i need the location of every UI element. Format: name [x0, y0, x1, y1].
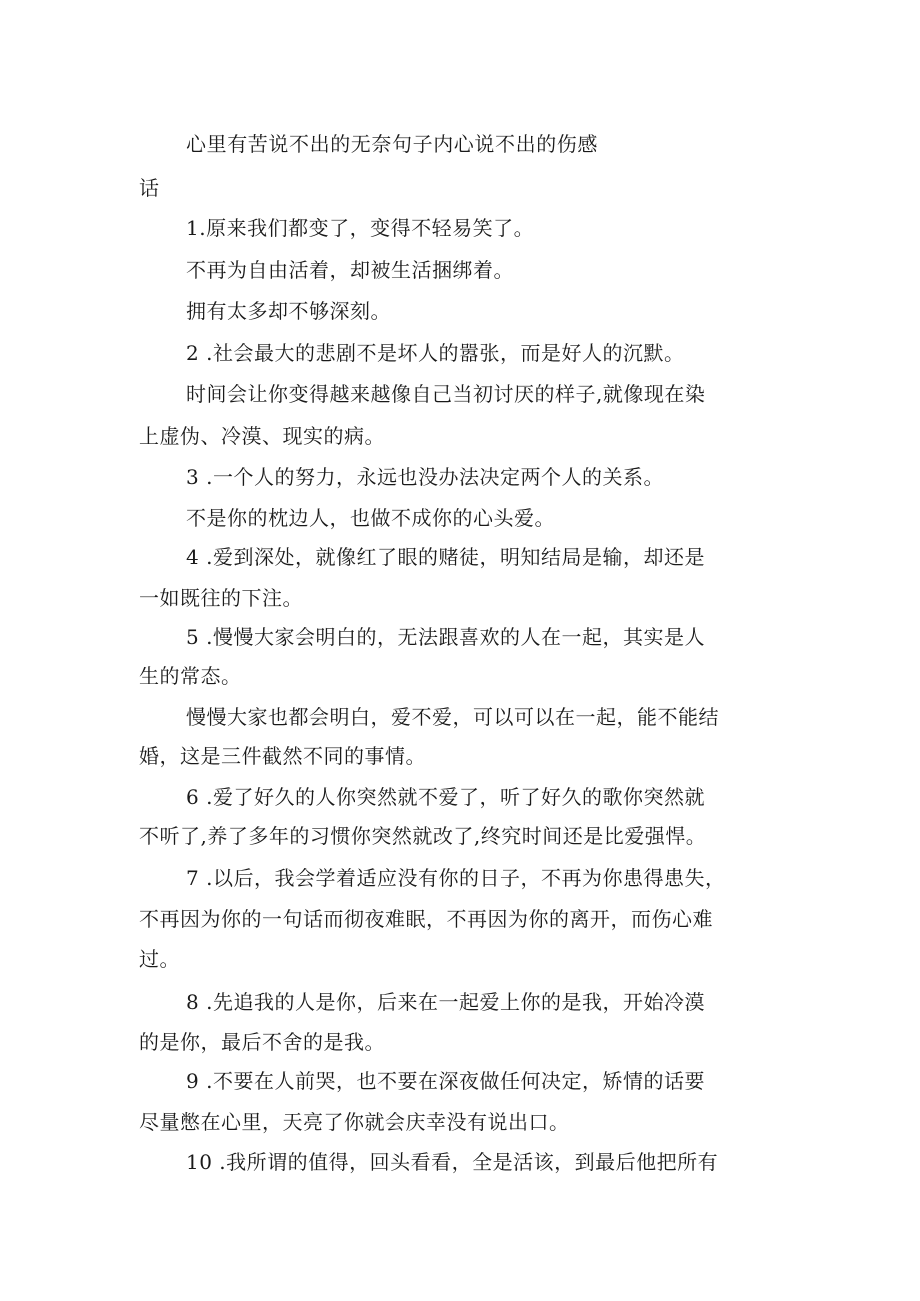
paragraph-line: 9 .不要在人前哭，也不要在深夜做任何决定，矫情的话要 [186, 1069, 705, 1093]
paragraph-line: 一如既往的下注。 [139, 586, 303, 610]
paragraph-line: 2 .社会最大的悲剧不是坏人的嚣张，而是好人的沉默。 [186, 341, 685, 365]
paragraph-line: 不再因为你的一句话而彻夜难眠，不再因为你的离开，而伤心难 [139, 907, 713, 931]
paragraph-line: 8 .先追我的人是你，后来在一起爱上你的是我，开始冷漠 [186, 990, 705, 1014]
paragraph-line: 6 .爱了好久的人你突然就不爱了，听了好久的歌你突然就 [186, 785, 705, 809]
paragraph-line: 不听了,养了多年的习惯你突然就改了,终究时间还是比爱强悍。 [139, 824, 707, 848]
paragraph-line: 10 .我所谓的值得，回头看看，全是活该，到最后他把所有 [186, 1150, 719, 1174]
paragraph-line: 上虚伪、冷漠、现实的病。 [139, 424, 385, 448]
paragraph-line: 5 .慢慢大家会明白的，无法跟喜欢的人在一起，其实是人 [186, 625, 705, 649]
paragraph-line: 不是你的枕边人，也做不成你的心头爱。 [186, 506, 555, 530]
paragraph-line: 4 .爱到深处，就像红了眼的赌徒，明知结局是输，却还是 [186, 545, 705, 569]
paragraph-line: 婚，这是三件截然不同的事情。 [139, 744, 426, 768]
paragraph-line: 不再为自由活着，却被生活捆绑着。 [186, 258, 514, 282]
document-title-line-2: 话 [139, 176, 160, 200]
paragraph-line: 生的常态。 [139, 664, 242, 688]
paragraph-line: 拥有太多却不够深刻。 [186, 299, 391, 323]
paragraph-line: 的是你，最后不舍的是我。 [139, 1030, 385, 1054]
paragraph-line: 慢慢大家也都会明白，爱不爱，可以可以在一起，能不能结 [186, 705, 719, 729]
paragraph-line: 3 .一个人的努力，永远也没办法决定两个人的关系。 [186, 465, 664, 489]
document-title-line-1: 心里有苦说不出的无奈句子内心说不出的伤感 [186, 132, 598, 156]
paragraph-line: 1.原来我们都变了，变得不轻易笑了。 [186, 216, 535, 240]
paragraph-line: 7 .以后，我会学着适应没有你的日子，不再为你患得患失， [186, 866, 726, 890]
paragraph-line: 尽量憋在心里，天亮了你就会庆幸没有说出口。 [139, 1110, 570, 1134]
paragraph-line: 时间会让你变得越来越像自己当初讨厌的样子,就像现在染 [186, 382, 706, 406]
paragraph-line: 过。 [139, 947, 180, 971]
